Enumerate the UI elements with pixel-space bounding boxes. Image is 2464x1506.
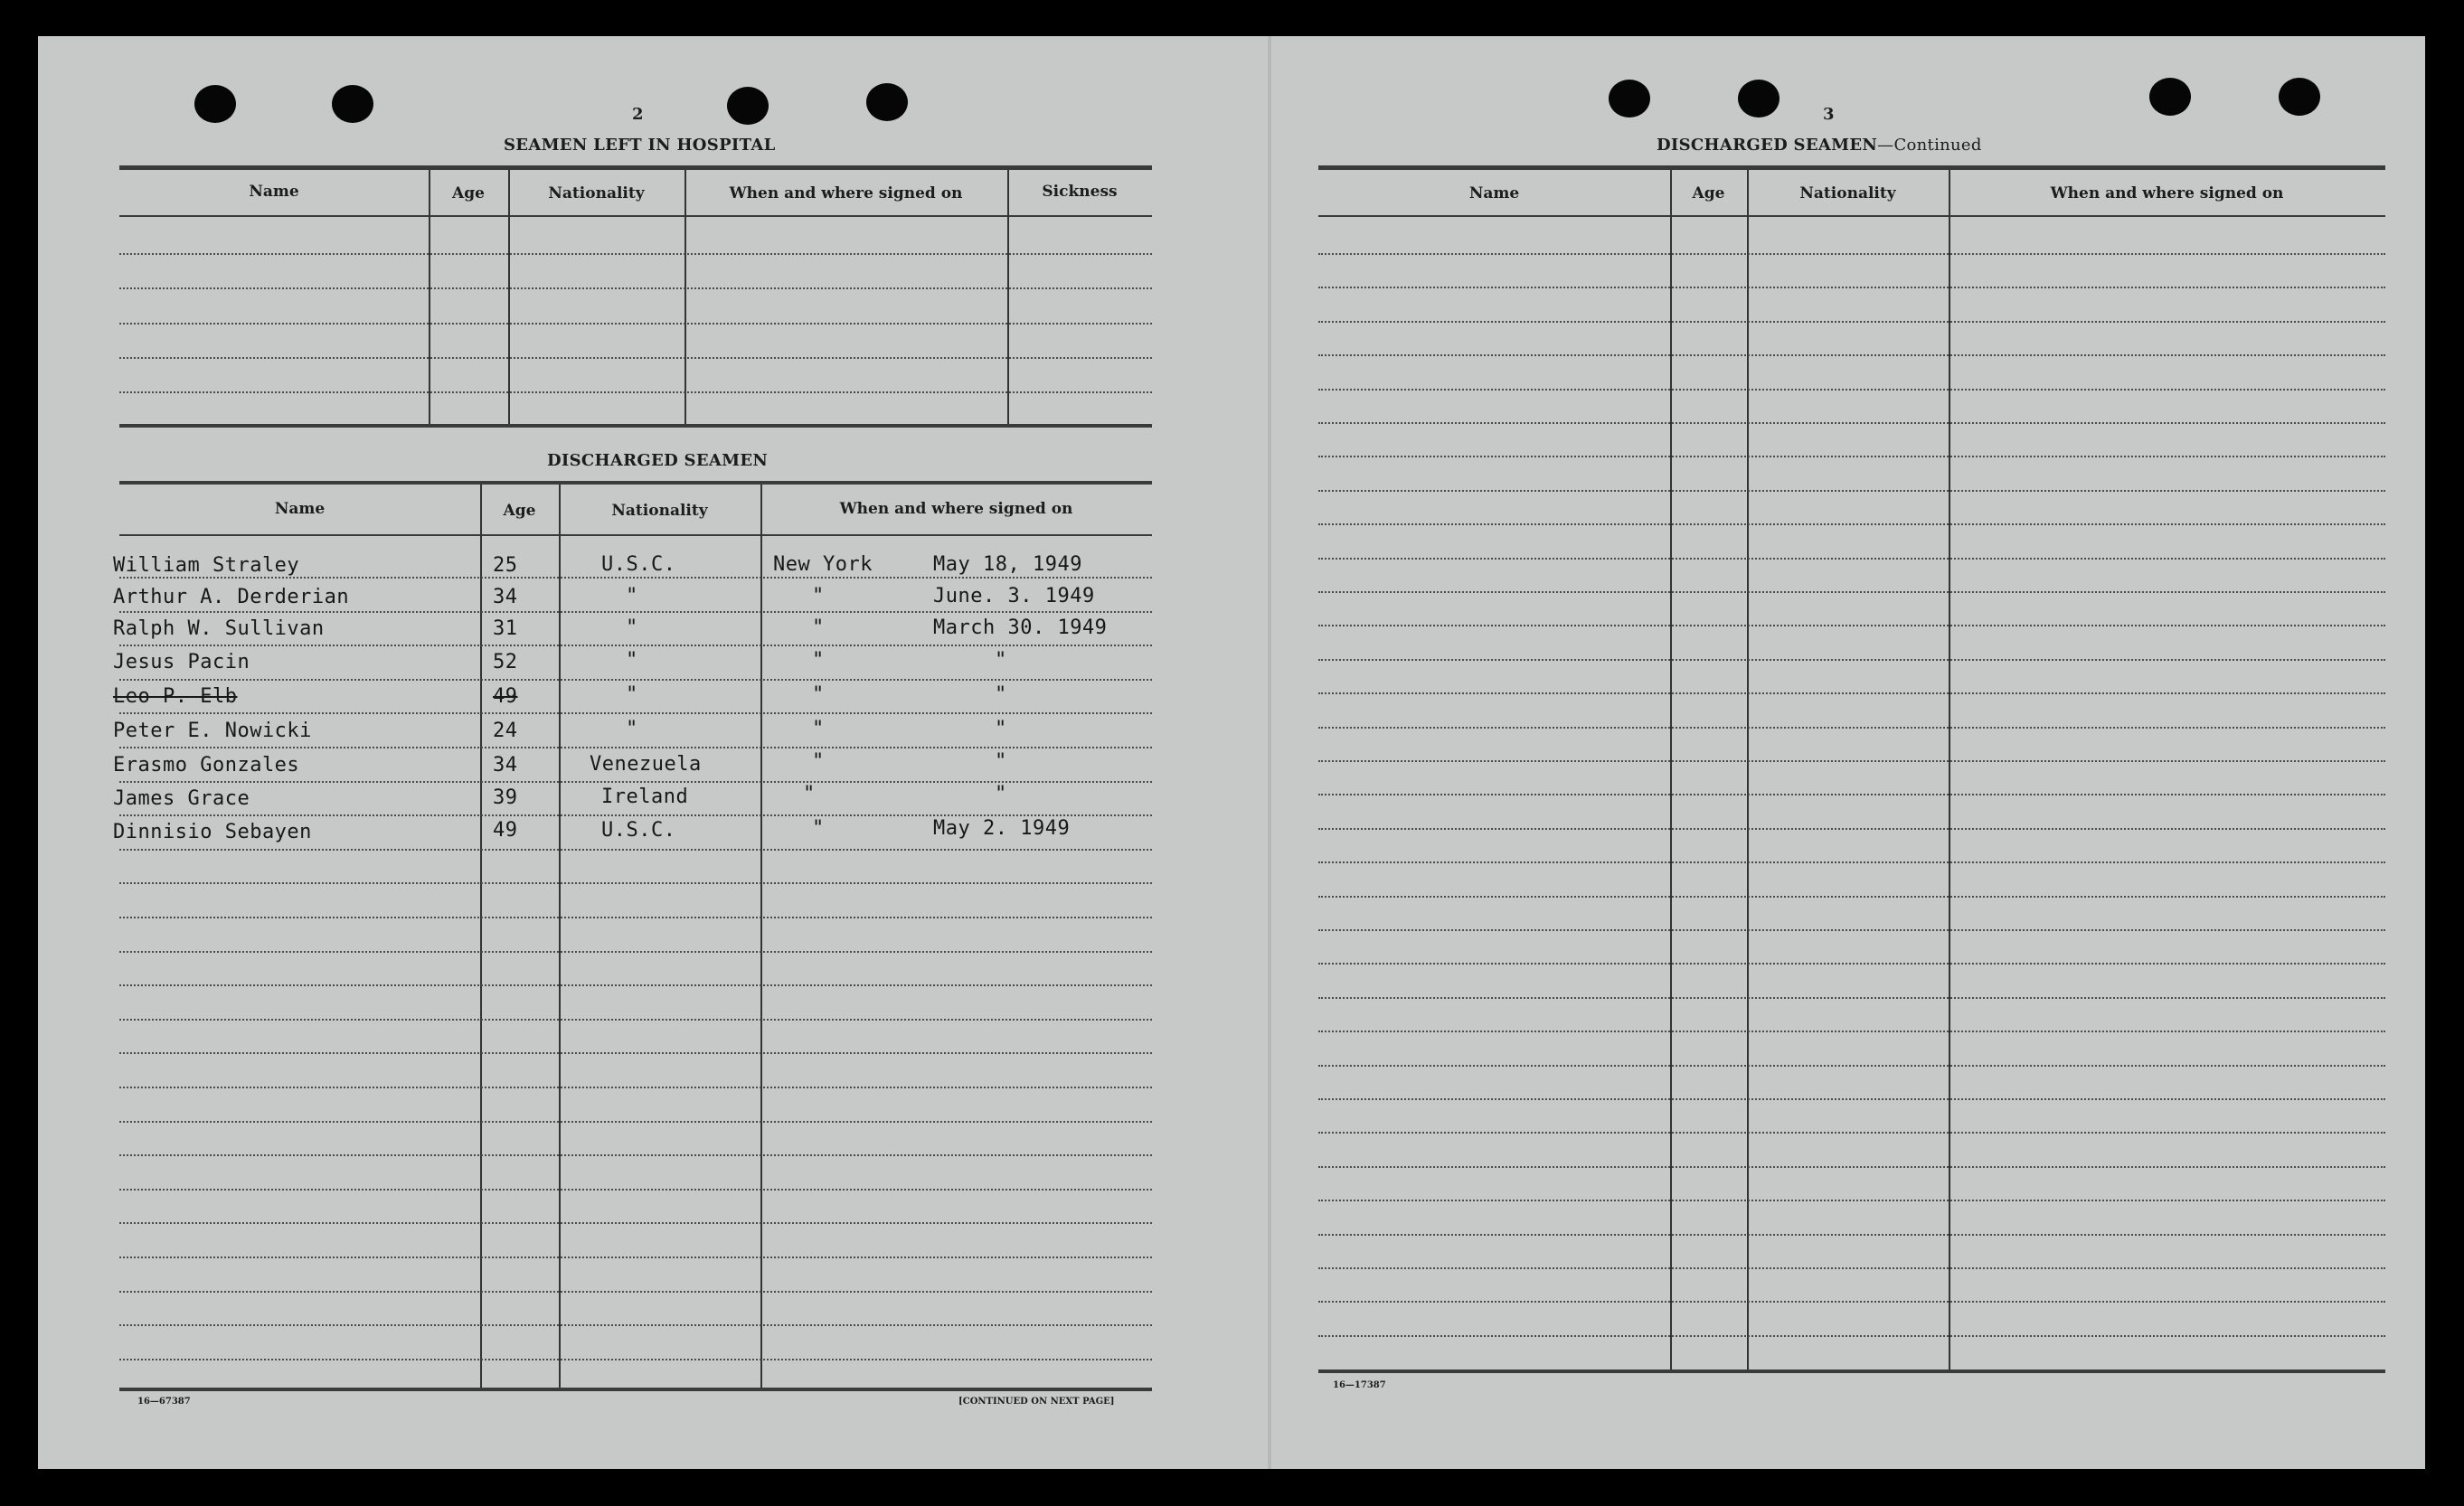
ruled-row-line bbox=[1318, 1200, 2385, 1201]
hospital-table-header-rule bbox=[119, 215, 1152, 217]
seaman-name: Arthur A. Derderian bbox=[113, 586, 350, 608]
continued-table-bottom-rule bbox=[1318, 1370, 2385, 1373]
ruled-row-line bbox=[1318, 591, 2385, 593]
ruled-row-line bbox=[1318, 354, 2385, 356]
continued-note: [CONTINUED ON NEXT PAGE] bbox=[958, 1397, 1115, 1407]
continued-title-sub: —Continued bbox=[1877, 136, 1982, 155]
binder-hole bbox=[332, 85, 373, 123]
ruled-row-line bbox=[1318, 727, 2385, 729]
seaman-signed-place: " bbox=[812, 817, 825, 840]
continued-header-nationality: Nationality bbox=[1799, 184, 1896, 202]
seaman-age: 24 bbox=[493, 720, 518, 742]
discharged-col-divider bbox=[760, 485, 762, 1388]
seaman-name: Jesus Pacin bbox=[113, 651, 250, 673]
seaman-name: Leo P. Elb bbox=[113, 685, 238, 708]
ruled-row-line bbox=[1318, 456, 2385, 457]
seaman-name: William Straley bbox=[113, 554, 300, 577]
seaman-signed-date: " bbox=[995, 649, 1007, 672]
ruled-row-line bbox=[1318, 997, 2385, 999]
seaman-name: James Grace bbox=[113, 787, 250, 810]
hospital-col-divider bbox=[508, 170, 510, 424]
discharged-col-divider bbox=[480, 485, 482, 1388]
ruled-row-line bbox=[119, 984, 1152, 986]
form-number-left: 16—67387 bbox=[137, 1397, 191, 1407]
binder-hole bbox=[2279, 78, 2320, 116]
ruled-row-line bbox=[1318, 1301, 2385, 1303]
seaman-nationality: " bbox=[626, 718, 638, 740]
ruled-row-line bbox=[1318, 625, 2385, 626]
ruled-row-line bbox=[119, 1121, 1152, 1123]
seaman-signed-place: " bbox=[812, 750, 825, 773]
seaman-name: Peter E. Nowicki bbox=[113, 720, 312, 742]
ruled-row-line bbox=[119, 882, 1152, 884]
ruled-row-line bbox=[1318, 963, 2385, 965]
ruled-row-line bbox=[1318, 692, 2385, 694]
continued-col-divider bbox=[1949, 170, 1950, 1370]
seaman-signed-place: " bbox=[812, 585, 825, 607]
ruled-row-line bbox=[1318, 1234, 2385, 1236]
seaman-signed-date: " bbox=[995, 750, 1007, 773]
seaman-age: 52 bbox=[493, 651, 518, 673]
ruled-row-line bbox=[1318, 896, 2385, 898]
ruled-row-line bbox=[1318, 490, 2385, 492]
discharged-col-divider bbox=[559, 485, 561, 1388]
seaman-age: 34 bbox=[493, 754, 518, 777]
ruled-row-line bbox=[1318, 321, 2385, 323]
ruled-row-line bbox=[119, 1154, 1152, 1156]
seaman-age: 49 bbox=[493, 685, 518, 708]
page-fold bbox=[1268, 36, 1271, 1469]
seaman-name: Erasmo Gonzales bbox=[113, 754, 300, 777]
page-number-right: 3 bbox=[1823, 105, 1835, 124]
hospital-header-name: Name bbox=[249, 183, 299, 201]
ruled-row-line bbox=[119, 1257, 1152, 1258]
hospital-table-bottom-rule bbox=[119, 424, 1152, 428]
ruled-row-line bbox=[119, 645, 1152, 646]
binder-hole bbox=[194, 85, 236, 123]
page-number-left: 2 bbox=[632, 105, 644, 124]
seaman-signed-date: " bbox=[995, 718, 1007, 740]
ruled-row-line bbox=[119, 849, 1152, 851]
discharged-section-title: DISCHARGED SEAMEN bbox=[547, 451, 769, 470]
hospital-col-divider bbox=[684, 170, 686, 424]
continued-title-main: DISCHARGED SEAMEN bbox=[1657, 136, 1878, 155]
hospital-row-line bbox=[119, 357, 1152, 359]
ruled-row-line bbox=[1318, 1166, 2385, 1168]
ruled-row-line bbox=[119, 1189, 1152, 1191]
seaman-nationality: " bbox=[626, 585, 638, 607]
ruled-row-line bbox=[119, 951, 1152, 953]
ruled-row-line bbox=[119, 1291, 1152, 1293]
hospital-row-line bbox=[119, 323, 1152, 325]
seaman-signed-date: March 30. 1949 bbox=[933, 617, 1108, 639]
binder-hole bbox=[866, 83, 908, 121]
seaman-nationality: Ireland bbox=[601, 786, 689, 808]
ruled-row-line bbox=[119, 577, 1152, 579]
seaman-nationality: U.S.C. bbox=[601, 553, 676, 576]
continued-col-divider bbox=[1747, 170, 1749, 1370]
hospital-col-divider bbox=[429, 170, 430, 424]
ruled-row-line bbox=[1318, 828, 2385, 830]
ruled-row-line bbox=[1318, 659, 2385, 661]
seaman-age: 31 bbox=[493, 617, 518, 640]
continued-section-title bbox=[1657, 136, 1982, 155]
ruled-row-line bbox=[1318, 861, 2385, 863]
ruled-row-line bbox=[1318, 422, 2385, 424]
seaman-name: Ralph W. Sullivan bbox=[113, 617, 325, 640]
ruled-row-line bbox=[1318, 1098, 2385, 1100]
ruled-row-line bbox=[119, 1052, 1152, 1054]
continued-header-age: Age bbox=[1692, 184, 1725, 202]
hospital-row-line bbox=[119, 287, 1152, 289]
ruled-row-line bbox=[119, 712, 1152, 714]
ruled-row-line bbox=[119, 747, 1152, 748]
ruled-row-line bbox=[119, 611, 1152, 613]
seaman-signed-date: " bbox=[995, 683, 1007, 706]
seaman-signed-place: New York bbox=[773, 553, 873, 576]
ruled-row-line bbox=[119, 679, 1152, 681]
seaman-age: 49 bbox=[493, 819, 518, 842]
continued-col-divider bbox=[1670, 170, 1672, 1370]
seaman-nationality: " bbox=[626, 683, 638, 706]
seaman-age: 25 bbox=[493, 554, 518, 577]
hospital-header-age: Age bbox=[452, 184, 485, 202]
binder-hole bbox=[1738, 80, 1780, 118]
continued-header-name: Name bbox=[1468, 184, 1520, 202]
seaman-age: 34 bbox=[493, 586, 518, 608]
ruled-row-line bbox=[1318, 1031, 2385, 1032]
seaman-signed-date: May 2. 1949 bbox=[933, 817, 1071, 840]
seaman-signed-date: May 18, 1949 bbox=[933, 553, 1082, 576]
seaman-signed-date: " bbox=[995, 783, 1007, 805]
ruled-row-line bbox=[1318, 523, 2385, 525]
discharged-header-name: Name bbox=[274, 500, 326, 518]
ruled-row-line bbox=[119, 1324, 1152, 1326]
continued-header-signed-on: When and where signed on bbox=[2050, 184, 2284, 202]
ruled-row-line bbox=[1318, 287, 2385, 288]
hospital-header-signed-on: When and where signed on bbox=[729, 184, 963, 202]
seaman-signed-place: " bbox=[812, 718, 825, 740]
hospital-col-divider bbox=[1007, 170, 1009, 424]
continued-table-header-rule bbox=[1318, 215, 2385, 217]
seaman-nationality: Venezuela bbox=[590, 753, 702, 776]
ruled-row-line bbox=[1318, 1132, 2385, 1134]
ruled-row-line bbox=[1318, 253, 2385, 255]
seaman-signed-place: " bbox=[812, 683, 825, 706]
seaman-age: 39 bbox=[493, 786, 518, 809]
ruled-row-line bbox=[1318, 1335, 2385, 1337]
hospital-section-title: SEAMEN LEFT IN HOSPITAL bbox=[504, 136, 776, 155]
ruled-row-line bbox=[1318, 558, 2385, 560]
document-sheet bbox=[38, 36, 2425, 1469]
binder-hole bbox=[2149, 78, 2191, 116]
seaman-nationality: " bbox=[626, 649, 638, 672]
seaman-signed-date: June. 3. 1949 bbox=[933, 585, 1095, 607]
binder-hole bbox=[1609, 80, 1650, 118]
ruled-row-line bbox=[1318, 1267, 2385, 1269]
discharged-header-nationality: Nationality bbox=[611, 502, 708, 520]
ruled-row-line bbox=[1318, 929, 2385, 931]
seaman-nationality: " bbox=[626, 617, 638, 639]
discharged-header-signed-on: When and where signed on bbox=[839, 500, 1073, 518]
ruled-row-line bbox=[119, 1087, 1152, 1088]
ruled-row-line bbox=[119, 917, 1152, 918]
ruled-row-line bbox=[1318, 760, 2385, 762]
hospital-header-sickness: Sickness bbox=[1042, 183, 1118, 201]
hospital-header-nationality: Nationality bbox=[548, 184, 645, 202]
binder-hole bbox=[727, 87, 769, 125]
seaman-nationality: U.S.C. bbox=[601, 819, 676, 842]
seaman-signed-place: " bbox=[812, 649, 825, 672]
ruled-row-line bbox=[1318, 1065, 2385, 1067]
ruled-row-line bbox=[119, 814, 1152, 816]
discharged-table-bottom-rule bbox=[119, 1388, 1152, 1391]
discharged-table-top-rule bbox=[119, 481, 1152, 485]
continued-table-top-rule bbox=[1318, 165, 2385, 170]
ruled-row-line bbox=[1318, 389, 2385, 391]
ruled-row-line bbox=[1318, 794, 2385, 795]
hospital-table-top-rule bbox=[119, 165, 1152, 170]
hospital-row-line bbox=[119, 391, 1152, 393]
ruled-row-line bbox=[119, 1019, 1152, 1021]
form-number-right: 16—17387 bbox=[1333, 1380, 1386, 1390]
discharged-table-header-rule bbox=[119, 534, 1152, 536]
ruled-row-line bbox=[119, 1222, 1152, 1224]
discharged-header-age: Age bbox=[503, 502, 536, 520]
seaman-name: Dinnisio Sebayen bbox=[113, 821, 312, 843]
seaman-signed-place: " bbox=[812, 617, 825, 639]
ruled-row-line bbox=[119, 1359, 1152, 1360]
hospital-row-line bbox=[119, 253, 1152, 255]
seaman-signed-place: " bbox=[803, 783, 816, 805]
